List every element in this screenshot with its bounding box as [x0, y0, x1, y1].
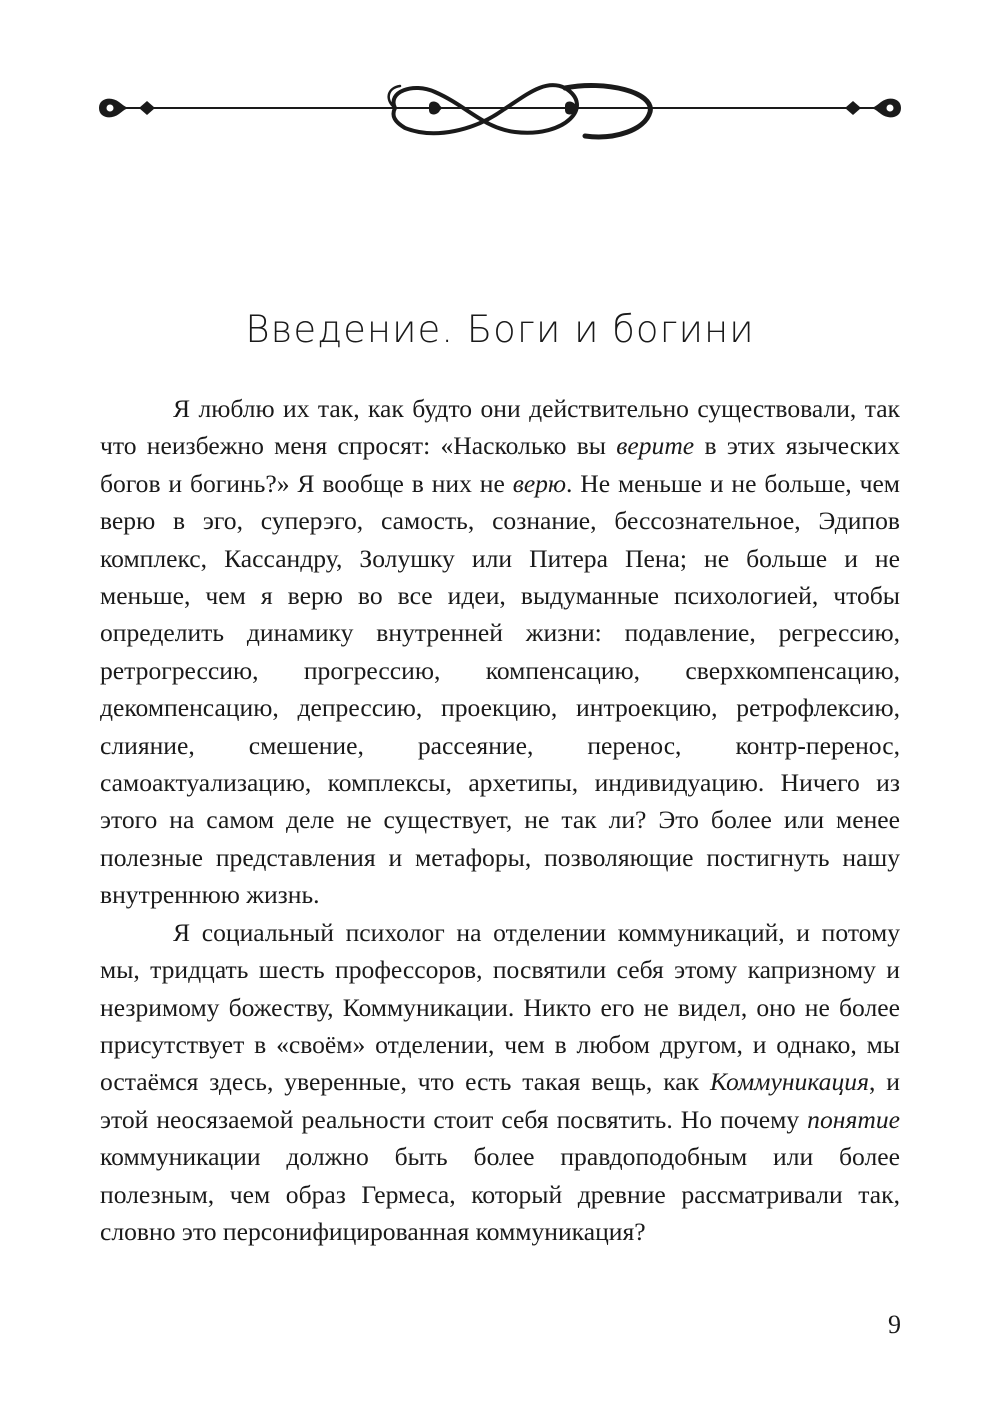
decorative-divider-icon — [95, 70, 905, 150]
paragraph-text: коммуникации должно быть более правдоподобным или более полезным, чем образ Гермеса, который древние рассматривали так, словно это персонифицированная коммуникация? — [100, 1142, 900, 1246]
paragraph — [100, 390, 900, 914]
body-text — [100, 390, 900, 1250]
italic-text: Коммуникация — [709, 1067, 869, 1097]
page-number: 9 — [888, 1310, 901, 1339]
italic-text: верю — [512, 468, 567, 498]
chapter-title: Введение. Боги и богини — [245, 308, 755, 351]
paragraph-text: , и этой неосязаемой реальности стоит себя посвятить. Но почему — [100, 1067, 900, 1134]
italic-text: верите — [616, 431, 695, 461]
paragraph-text: . Не меньше и не больше, чем верю в эго, суперэго, самость, сознание, бессознательное, Эдипов комплекс, Кассандру, Золушку или Питера Пена; не больше и не меньше, чем я верю во все идеи, выдуманные психологией, чтобы определить динамику внутренней жизни: подавление, регрессию, ретрогрессию, прогрессию, компенсацию, сверхкомпенсацию, декомпенсацию, депрессию, проекцию, интроекцию, ретрофлексию, слияние, смешение, рассеяние, перенос, контр-перенос, самоактуализацию, комплексы, архетипы, индивидуацию. Ничего из этого на самом деле не существует, не так ли? Это более или менее полезные представления и метафоры, позволяющие постигнуть нашу внутреннюю жизнь. — [100, 468, 900, 910]
paragraph-text: Я социальный психолог на отделении коммуникаций, и потому мы, тридцать шесть профессоров, посвятили себя этому капризному и незримому божеству, Коммуникации. Никто его не видел, оно не более присутствует в «своём» отделении, чем в любом другом, и однако, мы остаёмся здесь, уверенные, что есть такая вещь, как — [100, 917, 900, 1097]
paragraph-text: Я люблю их так, как будто они действительно существовали, так что неизбежно меня спросят: «Насколько вы — [100, 394, 900, 461]
paragraph — [100, 914, 900, 1251]
paragraph-text: в этих языческих богов и богинь?» Я вообще в них не — [100, 431, 900, 498]
italic-text: понятие — [807, 1104, 900, 1134]
